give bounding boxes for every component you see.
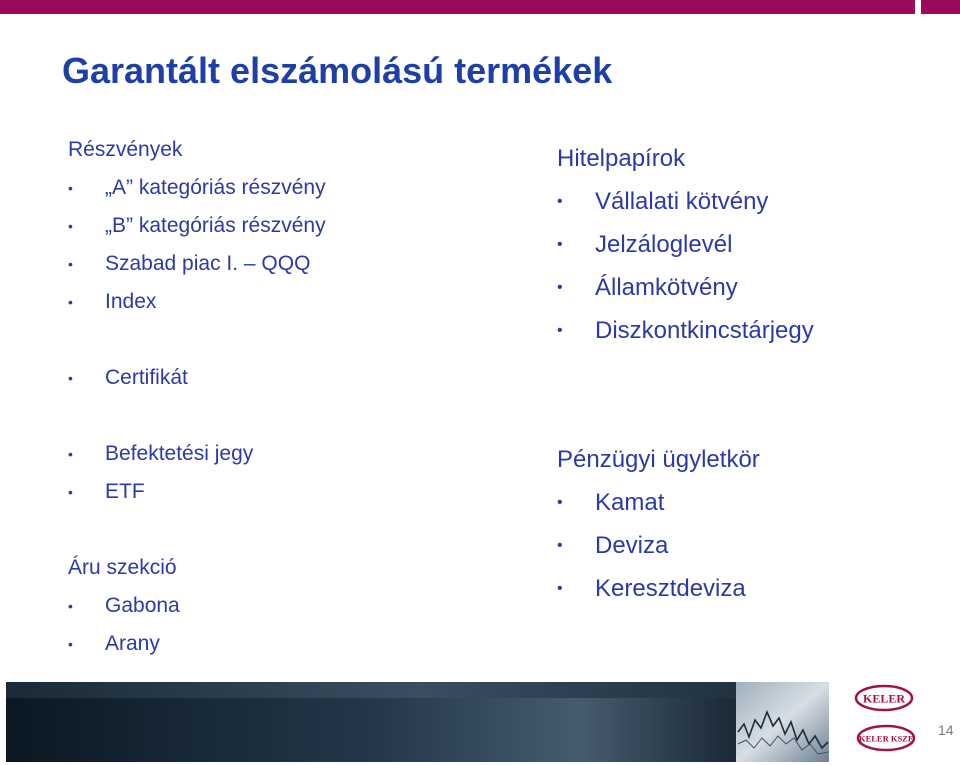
list-item: • Gabona xyxy=(68,587,326,625)
footer-top-band xyxy=(6,682,829,698)
list-item: • Keresztdeviza xyxy=(557,567,760,610)
left-list-reszvenyek xyxy=(68,169,326,321)
right-heading-penzugyi: Pénzügyi ügyletkör xyxy=(557,446,760,473)
left-list-befektetesi xyxy=(68,435,326,511)
left-column xyxy=(68,131,326,663)
right-list-penzugyi xyxy=(557,481,760,610)
right-column-bottom xyxy=(557,438,760,610)
list-item: • „B” kategóriás részvény xyxy=(68,207,326,245)
page-number: 14 xyxy=(938,722,954,738)
list-item: • Certifikát xyxy=(68,359,326,397)
spacer xyxy=(68,397,326,435)
list-item: • Vállalati kötvény xyxy=(557,180,814,223)
stock-chart-image xyxy=(736,682,829,762)
footer-banner xyxy=(6,682,829,762)
left-heading-reszvenyek: Részvények xyxy=(68,138,183,161)
keler-kszf-logo xyxy=(856,724,916,752)
top-accent-bar xyxy=(0,0,915,14)
right-column-top xyxy=(557,137,814,352)
list-item: • ETF xyxy=(68,473,326,511)
list-item: • Deviza xyxy=(557,524,760,567)
left-list-certifikat xyxy=(68,359,326,397)
keler-logo-text: KELER xyxy=(862,691,906,706)
list-item: • Jelzáloglevél xyxy=(557,223,814,266)
right-heading-hitelpapirok: Hitelpapírok xyxy=(557,145,686,172)
keler-kszf-logo-text: KELER KSZF xyxy=(858,733,914,744)
list-item: • Arany xyxy=(68,625,326,663)
page-title: Garantált elszámolású termékek xyxy=(62,50,613,91)
list-item: • Államkötvény xyxy=(557,266,814,309)
left-heading-aru: Áru szekció xyxy=(68,556,177,579)
list-item: • Szabad piac I. – QQQ xyxy=(68,245,326,283)
list-item: • Index xyxy=(68,283,326,321)
right-list-hitelpapirok xyxy=(557,180,814,352)
spacer xyxy=(68,511,326,549)
keler-logo xyxy=(854,684,914,712)
list-item: • Kamat xyxy=(557,481,760,524)
list-item: • Diszkontkincstárjegy xyxy=(557,309,814,352)
left-list-aru xyxy=(68,587,326,663)
list-item: • „A” kategóriás részvény xyxy=(68,169,326,207)
list-item: • Befektetési jegy xyxy=(68,435,326,473)
top-accent-bar-end xyxy=(921,0,960,14)
spacer xyxy=(68,321,326,359)
